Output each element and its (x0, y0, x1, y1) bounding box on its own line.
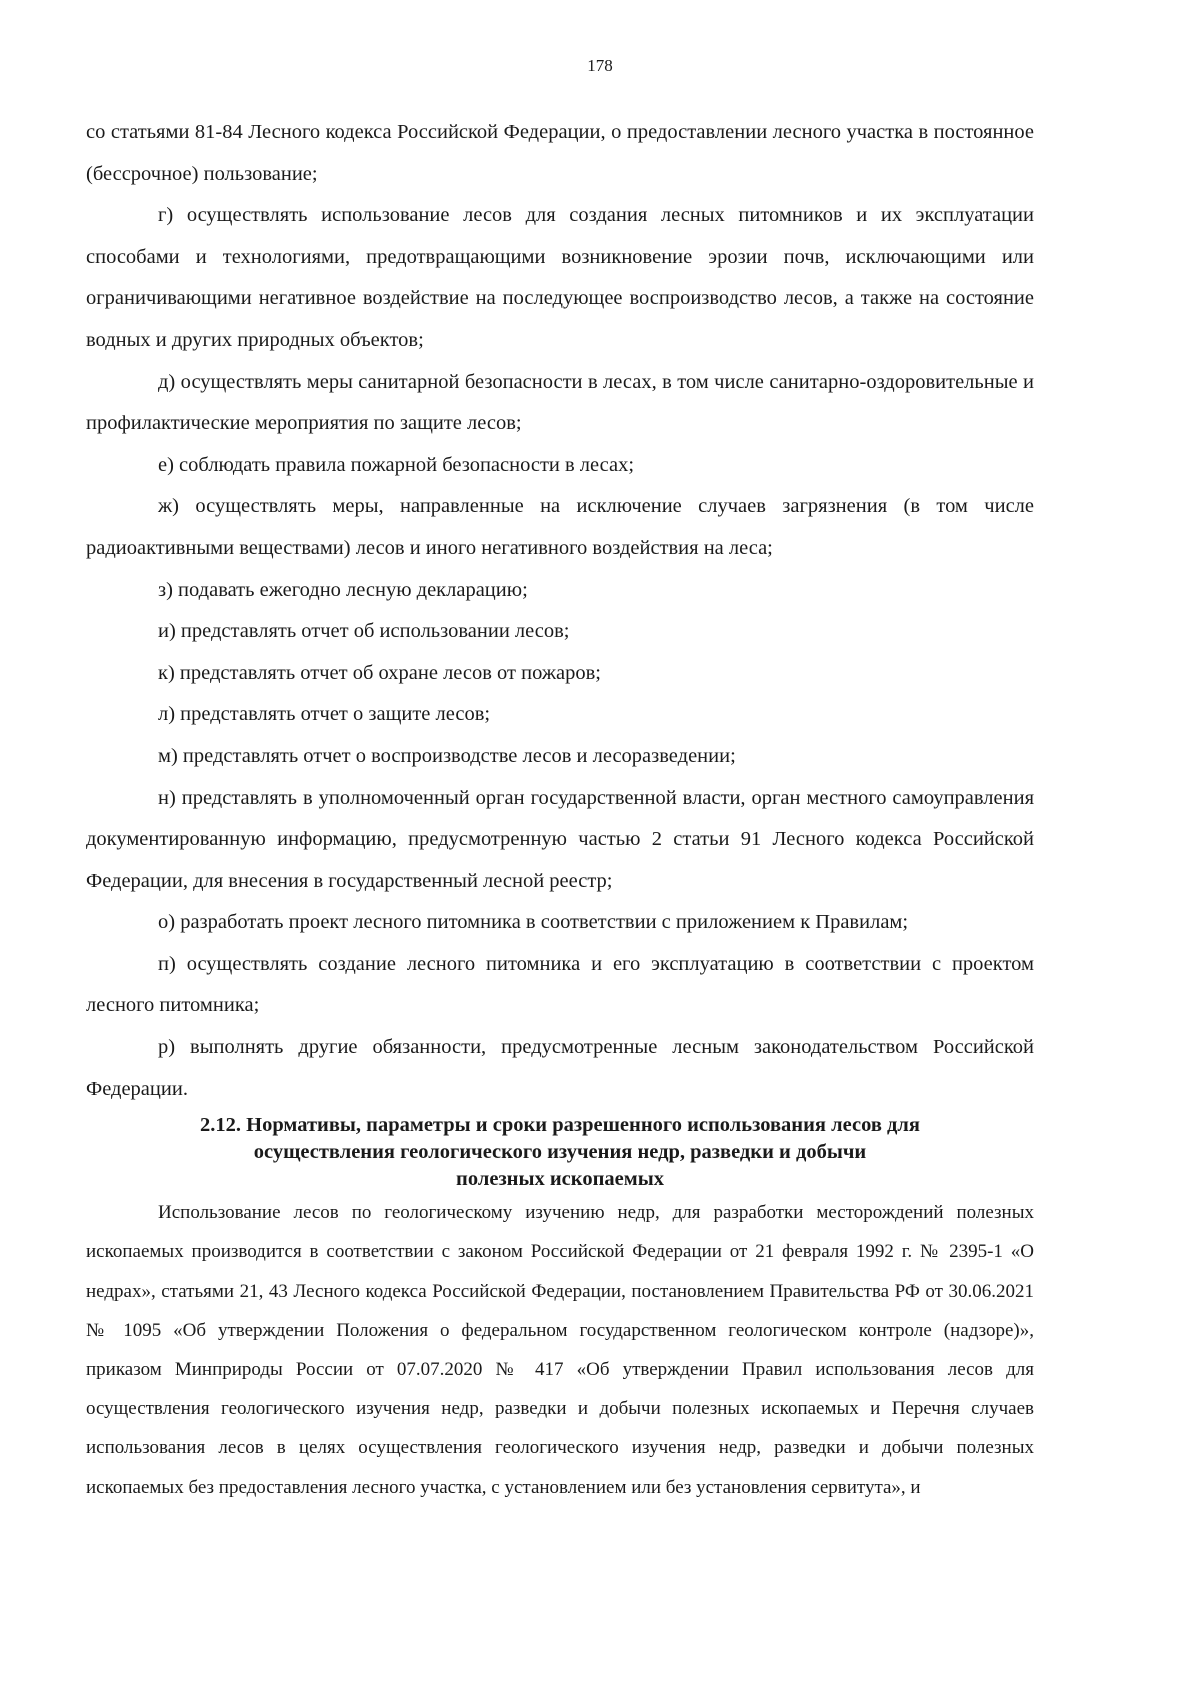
paragraph: к) представлять отчет об охране лесов от пожаров; (158, 661, 601, 684)
paragraph: п) осуществлять создание лесного питомника и его эксплуатацию в соответствии с проектом лесного питомника; (86, 952, 1034, 1017)
section-heading-line: осуществления геологического изучения недр, разведки и добычи (253, 1141, 867, 1164)
paragraph: з) подавать ежегодно лесную декларацию; (158, 578, 528, 601)
section-paragraph: Использование лесов по геологическому изучению недр, для разработки месторождений полезных ископаемых производится в соответствии с законом Российской Федерации от 21 февраля 1992 г. № 2395-1 «О недрах», статьями 21, 43 Лесного кодекса Российской Федерации, постановлением Правительства РФ от 30.06.2021 № 1095 «Об утверждении Положения о федеральном государственном геологическом контроле (надзоре)», приказом Минприроды России от 07.07.2020 № 417 «Об утверждении Правил использования лесов для осуществления геологического изучения недр, разведки и добычи полезных ископаемых и Перечня случаев использования лесов в целях осуществления геологического изучения недр, разведки и добычи полезных ископаемых без предоставления лесного участка, с установлением или без установления сервитута», и (86, 1202, 1034, 1498)
paragraph: л) представлять отчет о защите лесов; (158, 703, 491, 726)
page-number: 178 (587, 56, 613, 75)
paragraph: о) разработать проект лесного питомника в соответствии с приложением к Правилам; (158, 911, 909, 934)
paragraph: д) осуществлять меры санитарной безопасности в лесах, в том числе санитарно-оздоровительные и профилактические мероприятия по защите лесов; (86, 370, 1034, 435)
section-heading-line: 2.12. Нормативы, параметры и сроки разрешенного использования лесов для (200, 1114, 920, 1137)
paragraph: е) соблюдать правила пожарной безопасности в лесах; (158, 453, 635, 476)
paragraph: со статьями 81-84 Лесного кодекса Российской Федерации, о предоставлении лесного участка в постоянное (бессрочное) пользование; (86, 121, 1034, 185)
paragraph: и) представлять отчет об использовании лесов; (158, 620, 570, 643)
paragraph: г) осуществлять использование лесов для создания лесных питомников и их эксплуатации способами и технологиями, предотвращающими возникновение эрозии почв, исключающими или ограничивающими негативное воздействие на последующее воспроизводство лесов, а также на состояние водных и других природных объектов; (86, 204, 1034, 351)
paragraph: м) представлять отчет о воспроизводстве лесов и лесоразведении; (158, 744, 736, 767)
section-heading-line: полезных ископаемых (456, 1168, 664, 1191)
document-body (86, 112, 1034, 1507)
paragraph: н) представлять в уполномоченный орган государственной власти, орган местного самоуправления документированную информацию, предусмотренную частью 2 статьи 91 Лесного кодекса Российской Федерации, для внесения в государственный лесной реестр; (86, 786, 1034, 892)
paragraph: ж) осуществлять меры, направленные на исключение случаев загрязнения (в том числе радиоактивными веществами) лесов и иного негативного воздействия на леса; (86, 495, 1034, 559)
section-heading (86, 1112, 1034, 1193)
paragraph: р) выполнять другие обязанности, предусмотренные лесным законодательством Российской Федерации. (86, 1036, 1034, 1100)
